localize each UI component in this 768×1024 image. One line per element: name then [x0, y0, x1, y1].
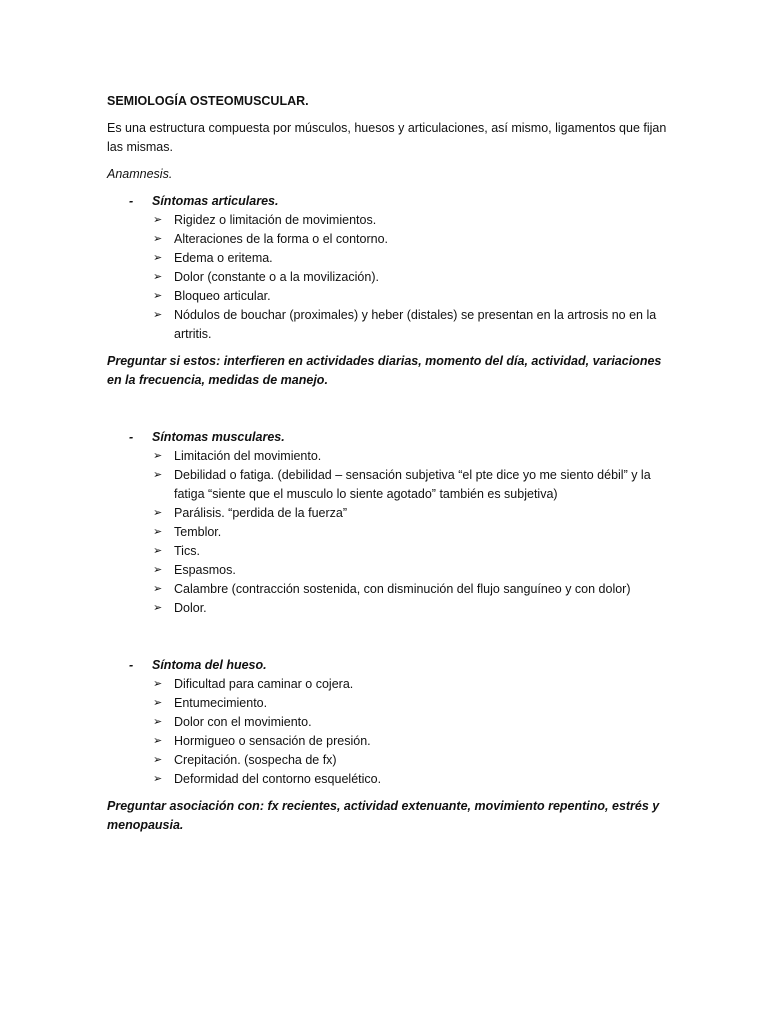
list-item	[107, 675, 667, 694]
arrow-bullet-icon: ➢	[153, 716, 163, 728]
arrow-bullet-icon: ➢	[153, 564, 163, 576]
list-item	[107, 211, 667, 230]
list-item	[107, 287, 667, 306]
arrow-bullet-icon: ➢	[153, 252, 163, 264]
list-item	[107, 580, 667, 599]
list-item-text: Dolor con el movimiento.	[174, 715, 312, 729]
intro-paragraph: Es una estructura compuesta por músculos, huesos y articulaciones, así mismo, ligamentos que fijan las mismas.	[107, 121, 667, 154]
list-item-text: Espasmos.	[174, 563, 236, 577]
list-item	[107, 249, 667, 268]
symptom-list	[107, 211, 667, 344]
section-muscular	[107, 428, 667, 618]
spacer	[107, 618, 667, 656]
arrow-bullet-icon: ➢	[153, 602, 163, 614]
section-heading	[107, 192, 667, 211]
list-item-text: Temblor.	[174, 525, 222, 539]
section-bone	[107, 656, 667, 835]
list-item	[107, 751, 667, 770]
list-item	[107, 599, 667, 618]
dash-marker: -	[129, 194, 134, 208]
list-item-text: Dolor.	[174, 601, 207, 615]
list-item-text: Edema o eritema.	[174, 251, 273, 265]
arrow-bullet-icon: ➢	[153, 583, 163, 595]
list-item	[107, 230, 667, 249]
list-item	[107, 306, 667, 344]
spacer	[107, 390, 667, 428]
list-item-text: Calambre (contracción sostenida, con disminución del flujo sanguíneo y con dolor)	[174, 582, 631, 596]
arrow-bullet-icon: ➢	[153, 678, 163, 690]
section-heading	[107, 656, 667, 675]
symptom-list	[107, 675, 667, 789]
list-item-text: Parálisis. “perdida de la fuerza”	[174, 506, 347, 520]
list-item	[107, 770, 667, 789]
arrow-bullet-icon: ➢	[153, 507, 163, 519]
list-item-text: Crepitación. (sospecha de fx)	[174, 753, 337, 767]
list-item	[107, 694, 667, 713]
list-item-text: Debilidad o fatiga. (debilidad – sensación subjetiva “el pte dice yo me siento débil” y la fatiga “siente que el musculo lo siente agotado” también es subjetiva)	[174, 468, 651, 501]
list-item	[107, 713, 667, 732]
anamnesis-heading: Anamnesis.	[107, 167, 173, 181]
list-item-text: Dificultad para caminar o cojera.	[174, 677, 354, 691]
arrow-bullet-icon: ➢	[153, 290, 163, 302]
list-item	[107, 542, 667, 561]
arrow-bullet-icon: ➢	[153, 469, 163, 481]
list-item-text: Hormigueo o sensación de presión.	[174, 734, 371, 748]
arrow-bullet-icon: ➢	[153, 233, 163, 245]
section-heading-text: Síntomas articulares.	[152, 194, 279, 208]
arrow-bullet-icon: ➢	[153, 773, 163, 785]
arrow-bullet-icon: ➢	[153, 271, 163, 283]
list-item	[107, 561, 667, 580]
section-note: Preguntar si estos: interfieren en actividades diarias, momento del día, actividad, variaciones en la frecuencia, medidas de manejo.	[107, 354, 662, 387]
list-item-text: Dolor (constante o a la movilización).	[174, 270, 379, 284]
document-content	[107, 92, 667, 835]
section-note: Preguntar asociación con: fx recientes, actividad extenuante, movimiento repentino, estrés y menopausia.	[107, 799, 660, 832]
arrow-bullet-icon: ➢	[153, 309, 163, 321]
list-item-text: Bloqueo articular.	[174, 289, 271, 303]
list-item-text: Alteraciones de la forma o el contorno.	[174, 232, 389, 246]
arrow-bullet-icon: ➢	[153, 754, 163, 766]
dash-marker: -	[129, 430, 134, 444]
list-item-text: Rigidez o limitación de movimientos.	[174, 213, 377, 227]
arrow-bullet-icon: ➢	[153, 697, 163, 709]
symptom-list	[107, 447, 667, 618]
list-item-text: Tics.	[174, 544, 200, 558]
list-item-text: Deformidad del contorno esquelético.	[174, 772, 382, 786]
section-heading-text: Síntoma del hueso.	[152, 658, 267, 672]
arrow-bullet-icon: ➢	[153, 214, 163, 226]
arrow-bullet-icon: ➢	[153, 545, 163, 557]
list-item-text: Limitación del movimiento.	[174, 449, 322, 463]
list-item	[107, 447, 667, 466]
dash-marker: -	[129, 658, 134, 672]
section-heading-text: Síntomas musculares.	[152, 430, 285, 444]
section-articular	[107, 192, 667, 390]
section-heading	[107, 428, 667, 447]
list-item-text: Nódulos de bouchar (proximales) y heber (distales) se presentan en la artrosis no en la artritis.	[174, 308, 657, 341]
list-item	[107, 504, 667, 523]
list-item-text: Entumecimiento.	[174, 696, 268, 710]
arrow-bullet-icon: ➢	[153, 526, 163, 538]
arrow-bullet-icon: ➢	[153, 735, 163, 747]
page-title: SEMIOLOGÍA OSTEOMUSCULAR.	[107, 94, 309, 108]
list-item	[107, 466, 667, 504]
list-item	[107, 268, 667, 287]
arrow-bullet-icon: ➢	[153, 450, 163, 462]
list-item	[107, 523, 667, 542]
list-item	[107, 732, 667, 751]
